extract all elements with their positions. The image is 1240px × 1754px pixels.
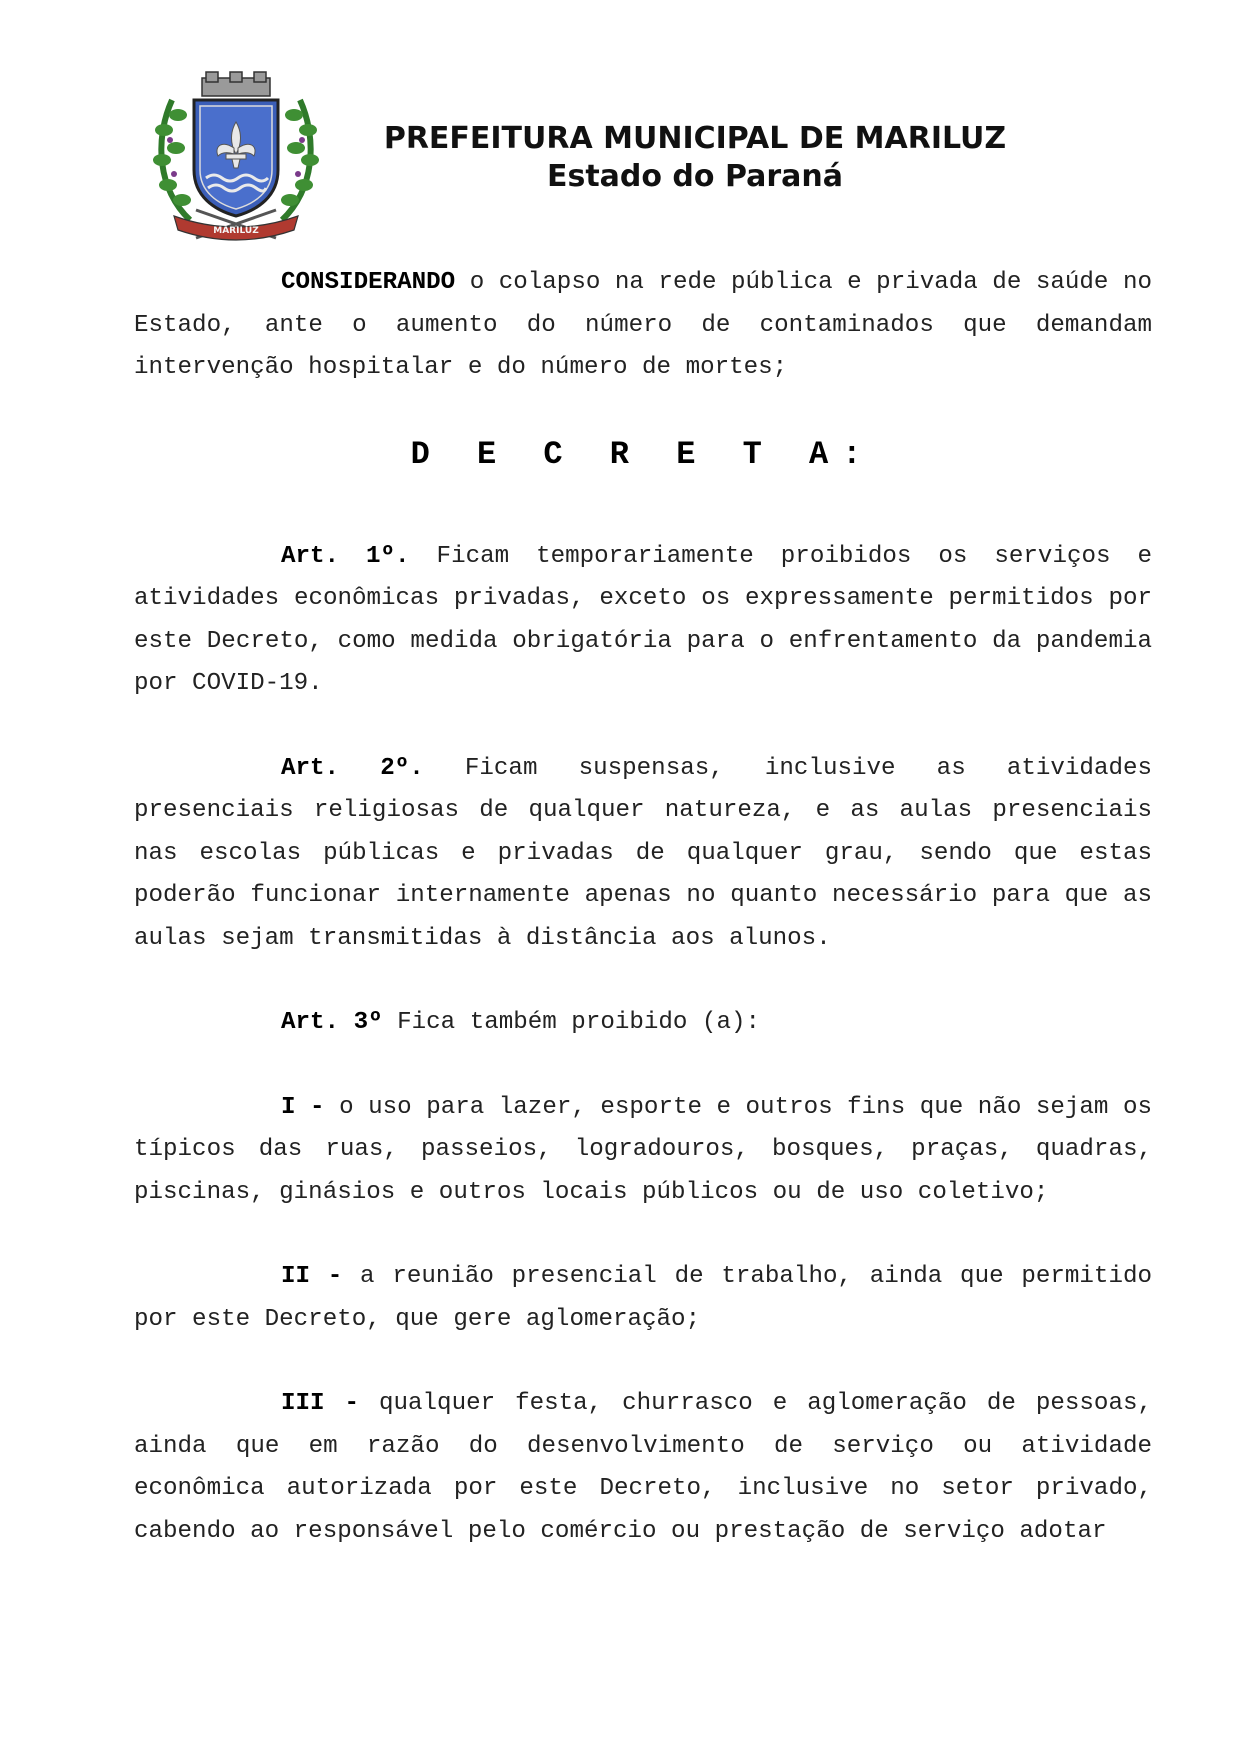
paragraph-text: o colapso na rede pública e privada de saúde no Estado, ante o aumento do número de contaminados que demandam intervenção hospitalar e do número de mortes; (134, 269, 1152, 381)
item-iii (134, 1383, 1152, 1553)
article-3 (134, 1002, 1152, 1045)
considerando-paragraph (134, 262, 1152, 390)
item-text: a reunião presencial de trabalho, ainda que permitido por este Decreto, que gere aglomeração; (134, 1263, 1152, 1333)
item-number: III - (281, 1390, 360, 1417)
item-ii (134, 1256, 1152, 1341)
item-i (134, 1087, 1152, 1215)
article-number: Art. 3º (281, 1009, 383, 1036)
item-text: qualquer festa, churrasco e aglomeração de pessoas, ainda que em razão do desenvolvimento de serviço ou atividade econômica autorizada por este Decreto, inclusive no setor privado, cabendo ao responsável pelo comércio ou prestação de serviço adotar (134, 1390, 1152, 1545)
coat-of-arms-icon (150, 70, 322, 242)
article-2 (134, 748, 1152, 961)
article-text: Fica também proibido (a): (382, 1009, 760, 1036)
item-number: I - (281, 1093, 325, 1121)
article-text: Ficam suspensas, inclusive as atividades presenciais religiosas de qualquer natureza, e as aulas presenciais nas escolas públicas e privadas de qualquer grau, sendo que estas poderão funcionar internamente apenas no quanto necessário para que as aulas sejam transmitidas à distância aos alunos. (134, 754, 1152, 952)
article-text: Ficam temporariamente proibidos os serviços e atividades econômicas privadas, exceto os expressamente permitidos por este Decreto, como medida obrigatória para o enfrentamento da pandemia por COVID-19. (134, 542, 1152, 697)
article-number: Art. 2º. (281, 754, 424, 782)
municipality-title: PREFEITURA MUNICIPAL DE MARILUZ (383, 121, 1007, 156)
article-number: Art. 1º. (281, 542, 410, 570)
decree-body (134, 262, 1152, 1553)
item-number: II - (281, 1263, 343, 1290)
article-1 (134, 536, 1152, 706)
paragraph-lead: CONSIDERANDO (281, 269, 456, 296)
letterhead-text (320, 120, 1070, 196)
crest-banner-text: MARILUZ (213, 226, 259, 236)
letterhead (150, 70, 1130, 245)
state-subtitle: Estado do Paraná (546, 159, 844, 194)
item-text: o uso para lazer, esporte e outros fins que não sejam os típicos das ruas, passeios, logradouros, bosques, praças, quadras, piscinas, ginásios e outros locais públicos ou de uso coletivo; (134, 1093, 1152, 1206)
decreta-heading: D E C R E T A: (410, 435, 876, 473)
